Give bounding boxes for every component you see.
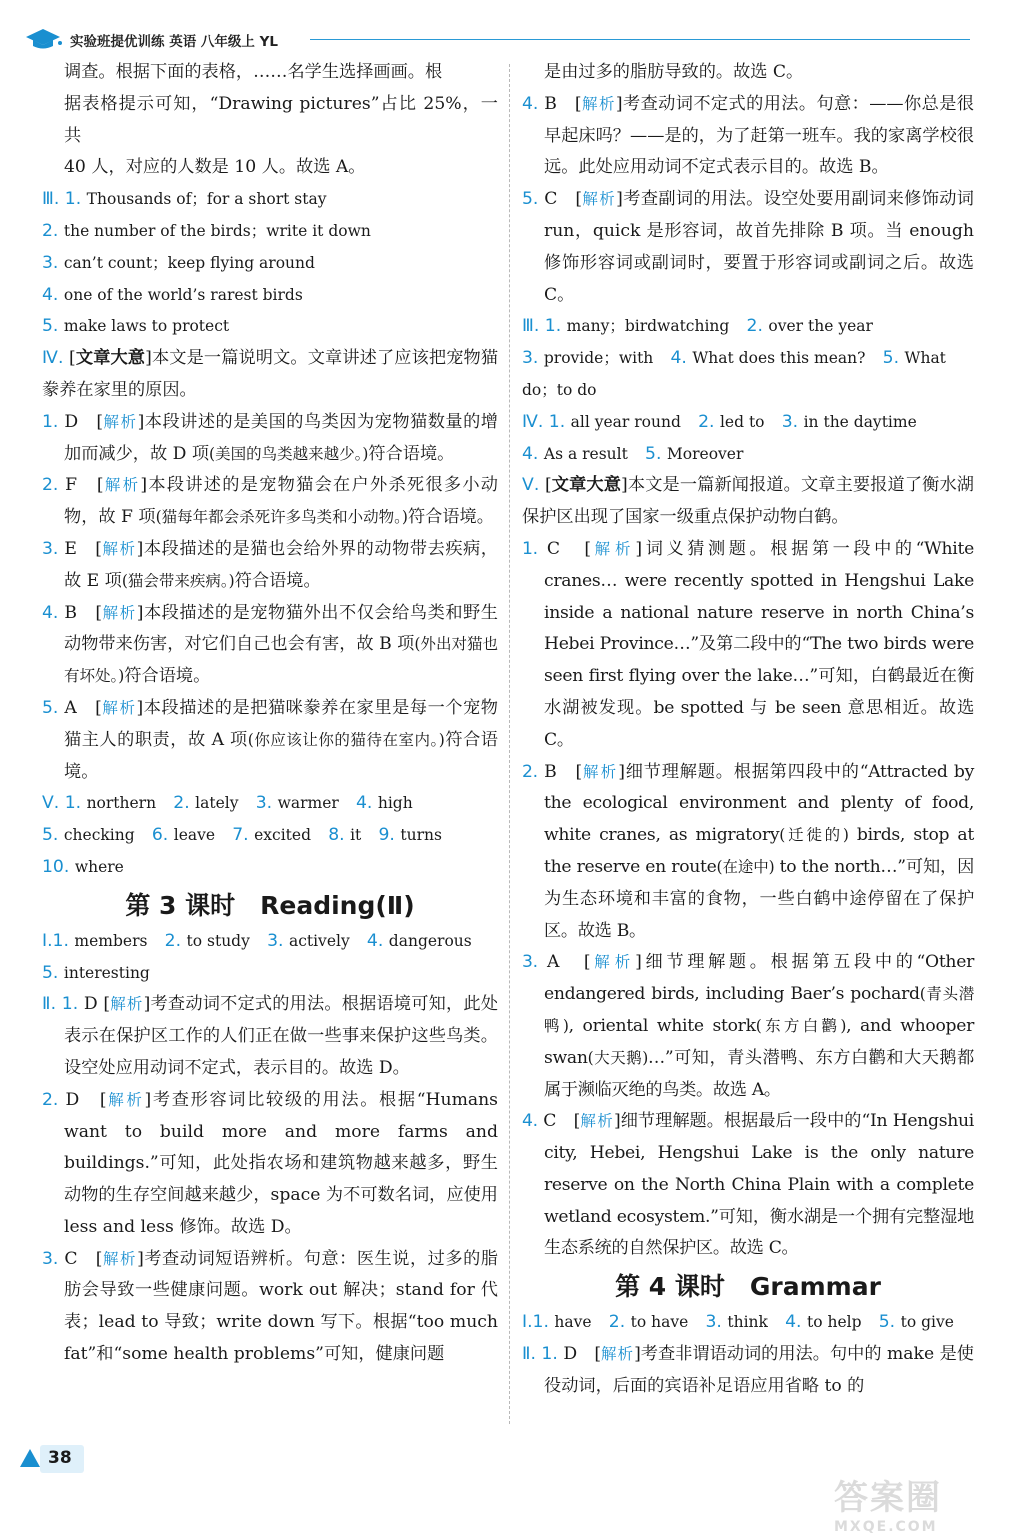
answer-item: 4. C [解析]细节理解题。根据最后一段中的“In Hengshui city, Hebei, Hengshui Lake is the only nature reserve on the North China Plain with a complete wetland ecosystem.”可知，衡水湖是一个拥有完整湿地生态系统的自然保护区。故选 C。 xyxy=(522,1111,975,1259)
answer-line: 4. As a result 5. Moreover xyxy=(522,443,744,464)
answer-item: 3. C [解析]考查动词短语辨析。句意：医生说，过多的脂肪会导致一些健康问题。work out 解决；stand for 代表；lead to 导致；write down 写下。根据“too much fat”和“some health problems”可知，健康问题 xyxy=(42,1248,498,1365)
column-divider xyxy=(509,64,510,1424)
cont-line: 40 人，对应的人数是 10 人。故选 A。 xyxy=(64,157,366,178)
watermark-logo: 答案圈 xyxy=(834,1478,942,1518)
answer-item: Ⅱ. 1. D [解析]考查非谓语动词的用法。句中的 make 是使役动词，后面的宾语补足语应用省略 to 的 xyxy=(522,1344,974,1396)
summary-block: Ⅴ. [文章大意]本文是一篇新闻报道。文章主要报道了衡水湖保护区出现了国家一级重点保护动物白鹤。 xyxy=(522,475,974,528)
summary-block: Ⅳ. [文章大意]本文是一篇说明文。文章讲述了应该把宠物猫豢养在家里的原因。 xyxy=(42,348,498,400)
page-arrow-icon xyxy=(20,1449,40,1467)
answer-line: Ⅰ.1. members 2. to study 3. actively 4. dangerous xyxy=(42,930,472,951)
answer-line: 5. make laws to protect xyxy=(42,316,230,337)
answer-line: 3. can’t count；keep flying around xyxy=(42,252,315,273)
answer-item: Ⅱ. 1. D [解析]考查动词不定式的用法。根据语境可知，此处表示在保护区工作的人们正在做一些事来保护这些鸟类。设空处应用动词不定式，表示目的。故选 D。 xyxy=(42,994,499,1078)
lesson-3-title: 第 3 课时 Reading(Ⅱ) xyxy=(125,890,415,920)
answer-item: 1. C [解析]词义猜测题。根据第一段中的“White cranes… were recently spotted in Hengshui Lake inside a national nature reserve in north China’s Hebei Province…”及第二段中的“The two birds were seen first flying over the lake…”可知，白鹤最近在衡水湖被发现。be spotted 与 be seen 意思相近。故选 C。 xyxy=(522,538,974,750)
answer-item: 3. A [解析]细节理解题。根据第五段中的“Other endangered birds, including Baer’s pochard(青头潜鸭), oriental white stork(东方白鹳), and whooper swan(大天鹅)…”可知，青头潜鸭、东方白鹳和大天鹅都属于濒临灭绝的鸟类。故选 A。 xyxy=(522,952,975,1100)
page-number: 38 xyxy=(48,1448,72,1468)
right-column xyxy=(522,57,974,1403)
answer-item: 3. E [解析]本段描述的是猫也会给外界的动物带去疾病，故 E 项(猫会带来疾病。)符合语境。 xyxy=(42,538,498,591)
answer-item: 1. D [解析]本段讲述的是美国的鸟类因为宠物猫数量的增加而减少，故 D 项(美国的鸟类越来越少。)符合语境。 xyxy=(42,411,498,464)
watermark xyxy=(834,1470,984,1535)
answer-item: 2. D [解析]考查形容词比较级的用法。根据“Humans want to build more and more farms and buildings.”可知，此处指农场和建筑物越来越多，野生动物的生存空间越来越少，space 为不可数名词，应使用 less and less 修饰。故选 D。 xyxy=(42,1089,498,1237)
answer-line: 3. provide；with 4. What does this mean? 5. What xyxy=(522,348,946,369)
answer-item: 4. B [解析]考查动词不定式的用法。句意：——你总是很早起床吗？——是的，为了赶第一班车。我的家离学校很远。此处应用动词不定式表示目的。故选 B。 xyxy=(522,93,974,178)
answer-item: 5. A [解析]本段描述的是把猫咪豢养在家里是每一个宠物猫主人的职责，故 A 项(你应该让你的猫待在室内。)符合语境。 xyxy=(42,697,498,782)
watermark-url: MXQE.COM xyxy=(834,1519,938,1535)
page-number-badge xyxy=(18,1445,88,1475)
answer-line: 10. where xyxy=(42,856,124,877)
lesson-4-title: 第 4 课时 Grammar xyxy=(615,1272,881,1302)
answer-item: 2. B [解析]细节理解题。根据第四段中的“Attracted by the ecological environment and plenty of food, white cranes, as migratory(迁徙的) birds, stop at the reserve en route(在途中) to the north…”可知，因为生态环境和丰富的食物，一些白鹤中途停留在了保护区。故选 B。 xyxy=(522,761,974,941)
answer-line: 4. one of the world’s rarest birds xyxy=(42,284,303,305)
answer-line: do；to do xyxy=(522,380,597,399)
header-title: 实验班提优训练 英语 八年级上 YL xyxy=(70,34,278,50)
answer-line: Ⅳ. 1. all year round 2. led to 3. in the daytime xyxy=(522,411,917,432)
answer-item: 4. B [解析]本段描述的是宠物猫外出不仅会给鸟类和野生动物带来伤害，对它们自己也会有害，故 B 项(外出对猫也有坏处。)符合语境。 xyxy=(42,602,498,687)
page-header xyxy=(18,24,978,54)
cont-line: 调查。根据下面的表格，……名学生选择画画。根 xyxy=(64,62,443,82)
answer-line: Ⅰ.1. have 2. to have 3. think 4. to help 5. to give xyxy=(522,1312,954,1333)
answer-item: 2. F [解析]本段讲述的是宠物猫会在户外杀死很多小动物，故 F 项(猫每年都会杀死许多鸟类和小动物。)符合语境。 xyxy=(42,475,498,528)
answer-line: 2. the number of the birds；write it down xyxy=(42,220,371,241)
answer-item: 5. C [解析]考查副词的用法。设空处要用副词来修饰动词 run，quick 是形容词，故首先排除 B 项。当 enough 修饰形容词或副词时，要置于形容词或副词之后。故选 C。 xyxy=(522,189,974,305)
header-rule xyxy=(310,39,970,40)
answer-line: Ⅲ. 1. Thousands of；for a short stay xyxy=(42,189,327,210)
answer-line: 5. interesting xyxy=(42,962,150,983)
cont-line: 据表格提示可知，“Drawing pictures”占比 25%，一共 xyxy=(64,93,498,146)
answer-line: Ⅴ. 1. northern 2. lately 3. warmer 4. high xyxy=(42,793,413,814)
book-logo-icon xyxy=(24,27,62,51)
left-column xyxy=(42,57,498,1371)
answer-line: Ⅲ. 1. many；birdwatching 2. over the year xyxy=(522,316,873,337)
answer-line: 5. checking 6. leave 7. excited 8. it 9. turns xyxy=(42,825,442,846)
cont-line: 是由过多的脂肪导致的。故选 C。 xyxy=(544,62,804,82)
